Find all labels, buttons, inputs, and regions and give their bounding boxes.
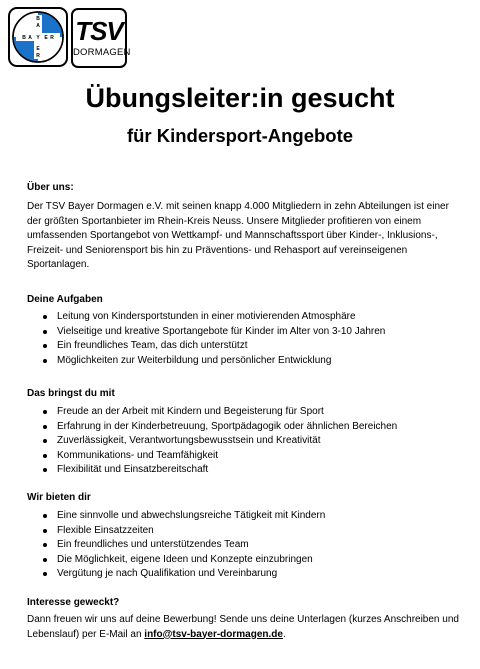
about-heading: Über uns: — [27, 182, 74, 193]
list-item: Vergütung je nach Qualifikation und Vereinbarung — [27, 567, 325, 582]
tasks-heading: Deine Aufgaben — [27, 294, 103, 305]
offer-list — [27, 509, 325, 582]
tsv-logo-subtext: DORMAGEN — [73, 47, 131, 58]
list-item: Die Möglichkeit, eigene Ideen und Konzepte einzubringen — [27, 553, 325, 568]
svg-text:Y: Y — [36, 35, 40, 41]
requirements-heading: Das bringst du mit — [27, 388, 115, 399]
tsv-logo-text: TSV — [75, 16, 123, 46]
svg-text:R: R — [36, 53, 40, 59]
list-item: Leitung von Kindersportstunden in einer motivierenden Atmosphäre — [27, 310, 385, 325]
svg-text:B: B — [22, 35, 26, 41]
page-title: Übungsleiter:in gesucht — [85, 83, 395, 113]
list-item: Ein freundliches Team, das dich unterstützt — [27, 339, 385, 354]
page-subtitle: für Kindersport-Angebote — [126, 125, 354, 146]
contact-heading: Interesse geweckt? — [27, 597, 120, 608]
svg-text:A: A — [36, 23, 40, 29]
svg-text:B: B — [36, 16, 40, 22]
list-item: Zuverlässigkeit, Verantwortungsbewusstsein und Kreativität — [27, 434, 397, 449]
list-item: Möglichkeiten zur Weiterbildung und persönlicher Entwicklung — [27, 354, 385, 369]
list-item: Vielseitige und kreative Sportangebote für Kinder im Alter von 3-10 Jahren — [27, 325, 385, 340]
contact-suffix: . — [282, 628, 286, 640]
list-item: Ein freundliches und unterstützendes Team — [27, 538, 325, 553]
list-item: Flexibilität und Einsatzbereitschaft — [27, 463, 397, 478]
bayer-cross-logo — [8, 7, 68, 67]
list-item: Erfahrung in der Kinderbetreuung, Sportpädagogik oder ähnlichen Bereichen — [27, 420, 397, 435]
requirements-list — [27, 405, 397, 478]
svg-text:R: R — [50, 35, 54, 41]
list-item: Kommunikations- und Teamfähigkeit — [27, 449, 397, 464]
list-item: Eine sinnvolle und abwechslungsreiche Tätigkeit mit Kindern — [27, 509, 325, 524]
svg-text:A: A — [28, 35, 32, 41]
svg-text:E: E — [36, 46, 40, 52]
tasks-list — [27, 310, 385, 368]
list-item: Freude an der Arbeit mit Kindern und Begeisterung für Sport — [27, 405, 397, 420]
list-item: Flexible Einsatzzeiten — [27, 524, 325, 539]
email-link[interactable]: info@tsv-bayer-dormagen.de — [144, 628, 283, 640]
svg-text:E: E — [44, 35, 48, 41]
contact-text — [27, 613, 462, 642]
about-text: Der TSV Bayer Dormagen e.V. mit seinen knapp 4.000 Mitgliedern in zehn Abteilungen ist einer der größten Sportanbieter im Rhein-Kreis Neuss. Unsere Mitglieder profitieren von einem umfassenden Sportangebot von Wettkampf- und Mannschaftssport über Kinder-, Inklusions-, Freizeit- und Seniorensport bis hin zu Präventions- und Rehasport auf vereinseigenen Sportanlagen. — [27, 201, 449, 270]
tsv-logo — [71, 8, 131, 68]
club-logo — [8, 7, 129, 69]
contact-body: Dann freuen wir uns auf deine Bewerbung! Sende uns deine Unterlagen (kurzes Anschreiben und Lebenslauf) per E-Mail an — [27, 614, 459, 640]
offer-heading: Wir bieten dir — [27, 492, 91, 503]
